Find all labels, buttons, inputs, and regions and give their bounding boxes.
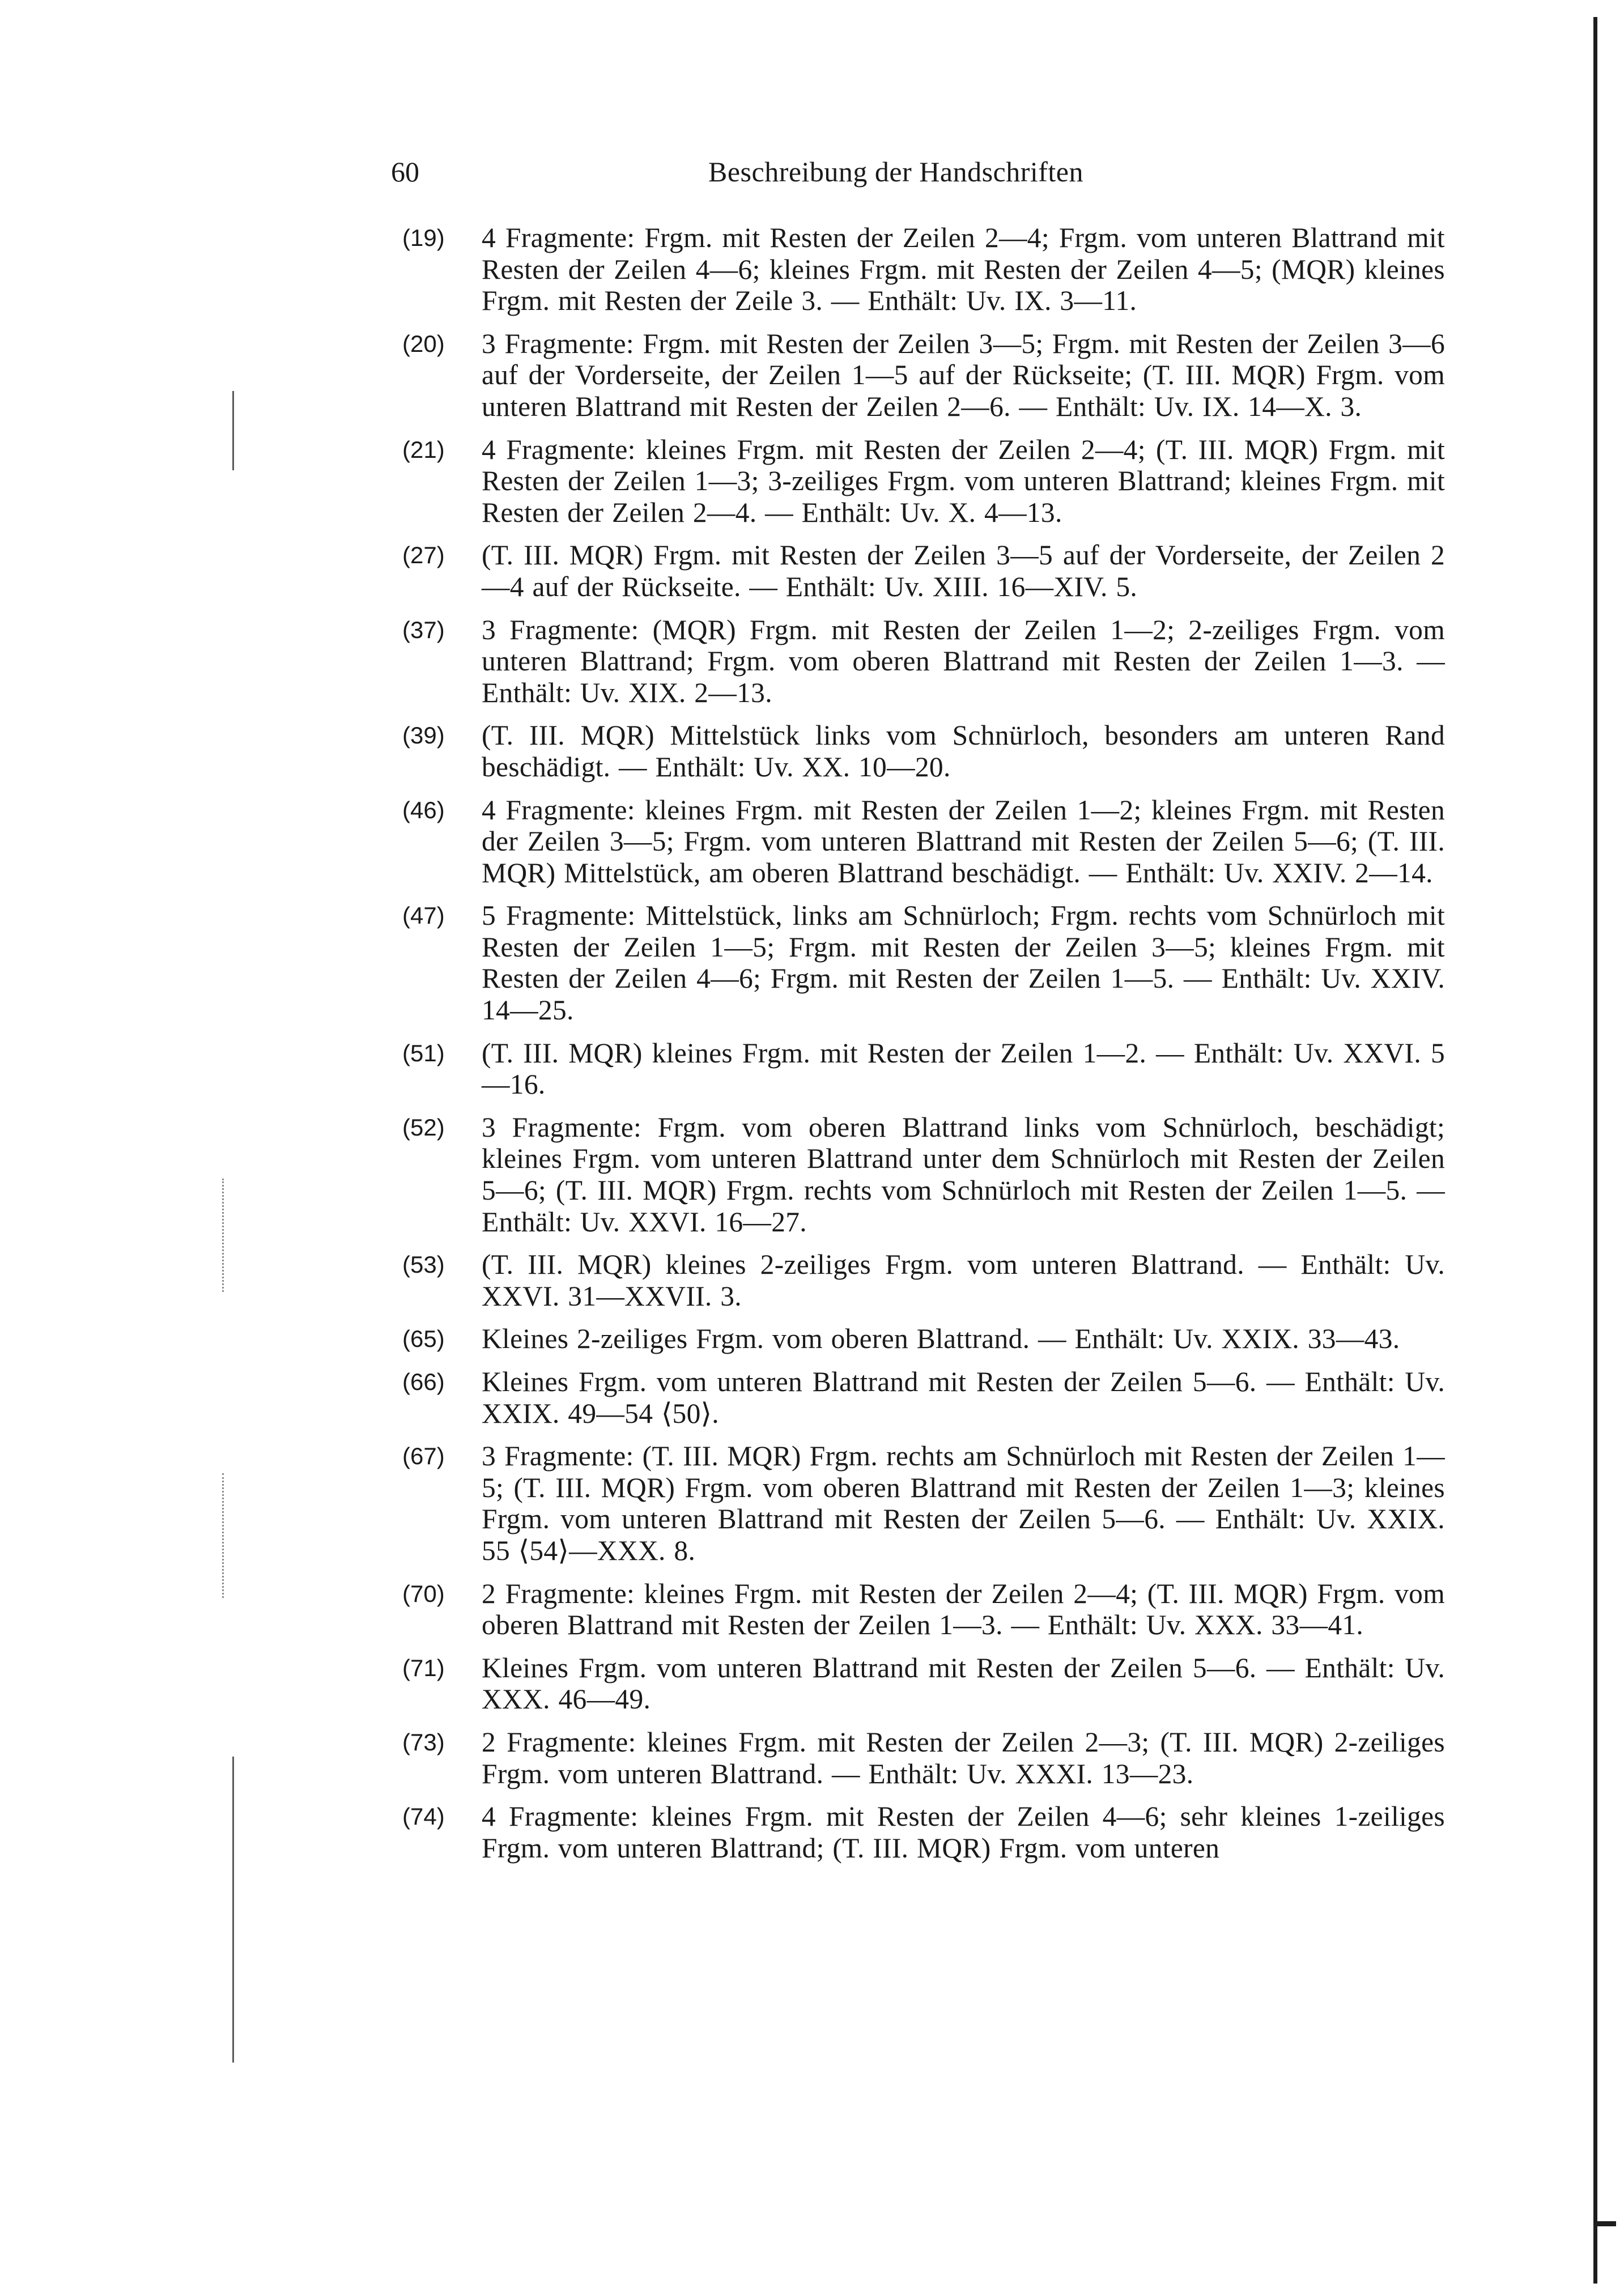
list-item xyxy=(402,1112,1445,1238)
entry-text: 3 Fragmente: (T. III. MQR) Frgm. rechts am Schnürloch mit Resten der Zeilen 1—5; (T. III. MQR) Frgm. vom oberen Blattrand mit Resten der Zeilen 1—3; kleines Frgm. vom unteren Blattrand mit Resten der Zeilen 5—6. — Enthält: Uv. XXIX. 55 ⟨54⟩—XXX. 8. xyxy=(482,1440,1445,1566)
entry-number: (20) xyxy=(402,330,445,357)
entry-number: (19) xyxy=(402,224,445,251)
entry-number: (65) xyxy=(402,1325,445,1353)
entry-number: (21) xyxy=(402,436,445,463)
entry-text: 4 Fragmente: Frgm. mit Resten der Zeilen 2—4; Frgm. vom unteren Blattrand mit Resten der Zeilen 4—6; kleines Frgm. mit Resten der Zeilen 4—5; (MQR) kleines Frgm. mit Resten der Zeile 3. — Enthält: Uv. IX. 3—11. xyxy=(482,222,1445,317)
scan-edge-rule-foot xyxy=(1593,2221,1616,2226)
entry-number: (27) xyxy=(402,542,445,569)
entry-list xyxy=(402,222,1445,1875)
entry-number: (53) xyxy=(402,1251,445,1278)
entry-text: Kleines Frgm. vom unteren Blattrand mit Resten der Zeilen 5—6. — Enthält: Uv. XXX. 46—49. xyxy=(482,1652,1445,1715)
entry-number: (39) xyxy=(402,722,445,749)
margin-mark xyxy=(232,391,234,470)
entry-number: (52) xyxy=(402,1113,445,1141)
entry-number: (67) xyxy=(402,1443,445,1470)
margin-dotline xyxy=(222,1179,226,1292)
list-item xyxy=(402,1652,1445,1715)
list-item xyxy=(402,1578,1445,1641)
entry-text: Kleines 2-zeiliges Frgm. vom oberen Blattrand. — Enthält: Uv. XXIX. 33—43. xyxy=(482,1323,1400,1355)
entry-text: Kleines Frgm. vom unteren Blattrand mit Resten der Zeilen 5—6. — Enthält: Uv. XXIX. 49—54 ⟨50⟩. xyxy=(482,1366,1445,1429)
scan-edge-rule xyxy=(1593,17,1597,2284)
entry-number: (47) xyxy=(402,902,445,929)
list-item xyxy=(402,1801,1445,1864)
entry-text: 4 Fragmente: kleines Frgm. mit Resten der Zeilen 1—2; kleines Frgm. mit Resten der Zeilen 3—5; Frgm. vom unteren Blattrand mit Resten der Zeilen 5—6; (T. III. MQR) Mittelstück, am oberen Blattrand beschädigt. — Enthält: Uv. XXIV. 2—14. xyxy=(482,794,1445,888)
entry-number: (73) xyxy=(402,1728,445,1755)
entry-text: 3 Fragmente: (MQR) Frgm. mit Resten der Zeilen 1—2; 2-zeiliges Frgm. vom unteren Blattrand; Frgm. vom oberen Blattrand mit Resten der Zeilen 1—3. — Enthält: Uv. XIX. 2—13. xyxy=(482,614,1445,708)
entry-text: 3 Fragmente: Frgm. vom oberen Blattrand links vom Schnürloch, beschädigt; kleines Frgm. vom unteren Blattrand unter dem Schnürloch mit Resten der Zeilen 5—6; (T. III. MQR) Frgm. rechts vom Schnürloch mit Resten der Zeilen 1—5. — Enthält: Uv. XXVI. 16—27. xyxy=(482,1111,1445,1238)
entry-text: (T. III. MQR) kleines 2-zeiliges Frgm. vom unteren Blattrand. — Enthält: Uv. XXVI. 31—XXVII. 3. xyxy=(482,1249,1445,1312)
list-item xyxy=(402,222,1445,317)
entry-number: (71) xyxy=(402,1654,445,1681)
entry-text: 3 Fragmente: Frgm. mit Resten der Zeilen 3—5; Frgm. mit Resten der Zeilen 3—6 auf der Vorderseite, der Zeilen 1—5 auf der Rückseite; (T. III. MQR) Frgm. vom unteren Blattrand mit Resten der Zeilen 2—6. — Enthält: Uv. IX. 14—X. 3. xyxy=(482,328,1445,422)
entry-number: (74) xyxy=(402,1803,445,1830)
entry-text: 2 Fragmente: kleines Frgm. mit Resten der Zeilen 2—4; (T. III. MQR) Frgm. vom oberen Blattrand mit Resten der Zeilen 1—3. — Enthält: Uv. XXX. 33—41. xyxy=(482,1578,1445,1641)
page-header xyxy=(391,152,1139,192)
page-number: 60 xyxy=(391,156,419,188)
running-title: Beschreibung der Handschriften xyxy=(708,156,1083,188)
entry-text: (T. III. MQR) kleines Frgm. mit Resten der Zeilen 1—2. — Enthält: Uv. XXVI. 5—16. xyxy=(482,1037,1445,1100)
entry-text: 4 Fragmente: kleines Frgm. mit Resten der Zeilen 4—6; sehr kleines 1-zeiliges Frgm. vom unteren Blattrand; (T. III. MQR) Frgm. vom unteren xyxy=(482,1801,1445,1864)
entry-number: (37) xyxy=(402,616,445,643)
entry-number: (51) xyxy=(402,1039,445,1066)
list-item xyxy=(402,539,1445,602)
list-item xyxy=(402,614,1445,709)
entry-text: (T. III. MQR) Mittelstück links vom Schnürloch, besonders am unteren Rand beschädigt. — Enthält: Uv. XX. 10—20. xyxy=(482,720,1445,783)
list-item xyxy=(402,328,1445,423)
list-item xyxy=(402,1038,1445,1100)
list-item xyxy=(402,1323,1445,1355)
entry-text: 2 Fragmente: kleines Frgm. mit Resten der Zeilen 2—3; (T. III. MQR) 2-zeiliges Frgm. vom unteren Blattrand. — Enthält: Uv. XXXI. 13—23. xyxy=(482,1726,1445,1789)
margin-mark xyxy=(232,1757,234,2063)
list-item xyxy=(402,1727,1445,1789)
entry-text: 5 Fragmente: Mittelstück, links am Schnürloch; Frgm. rechts vom Schnürloch mit Resten der Zeilen 1—5; Frgm. mit Resten der Zeilen 3—5; kleines Frgm. mit Resten der Zeilen 4—6; Frgm. mit Resten der Zeilen 1—5. — Enthält: Uv. XXIV. 14—25. xyxy=(482,900,1445,1026)
entry-text: (T. III. MQR) Frgm. mit Resten der Zeilen 3—5 auf der Vorderseite, der Zeilen 2—4 auf der Rückseite. — Enthält: Uv. XIII. 16—XIV. 5. xyxy=(482,539,1445,602)
list-item xyxy=(402,434,1445,529)
entry-number: (70) xyxy=(402,1580,445,1607)
entry-number: (46) xyxy=(402,796,445,823)
list-item xyxy=(402,900,1445,1026)
list-item xyxy=(402,1440,1445,1566)
entry-number: (66) xyxy=(402,1368,445,1395)
list-item xyxy=(402,1249,1445,1312)
list-item xyxy=(402,1366,1445,1429)
list-item xyxy=(402,720,1445,783)
margin-dotline xyxy=(222,1473,226,1598)
entry-text: 4 Fragmente: kleines Frgm. mit Resten der Zeilen 2—4; (T. III. MQR) Frgm. mit Resten der Zeilen 1—3; 3-zeiliges Frgm. vom unteren Blattrand; kleines Frgm. mit Resten der Zeilen 2—4. — Enthält: Uv. X. 4—13. xyxy=(482,433,1445,528)
list-item xyxy=(402,794,1445,889)
